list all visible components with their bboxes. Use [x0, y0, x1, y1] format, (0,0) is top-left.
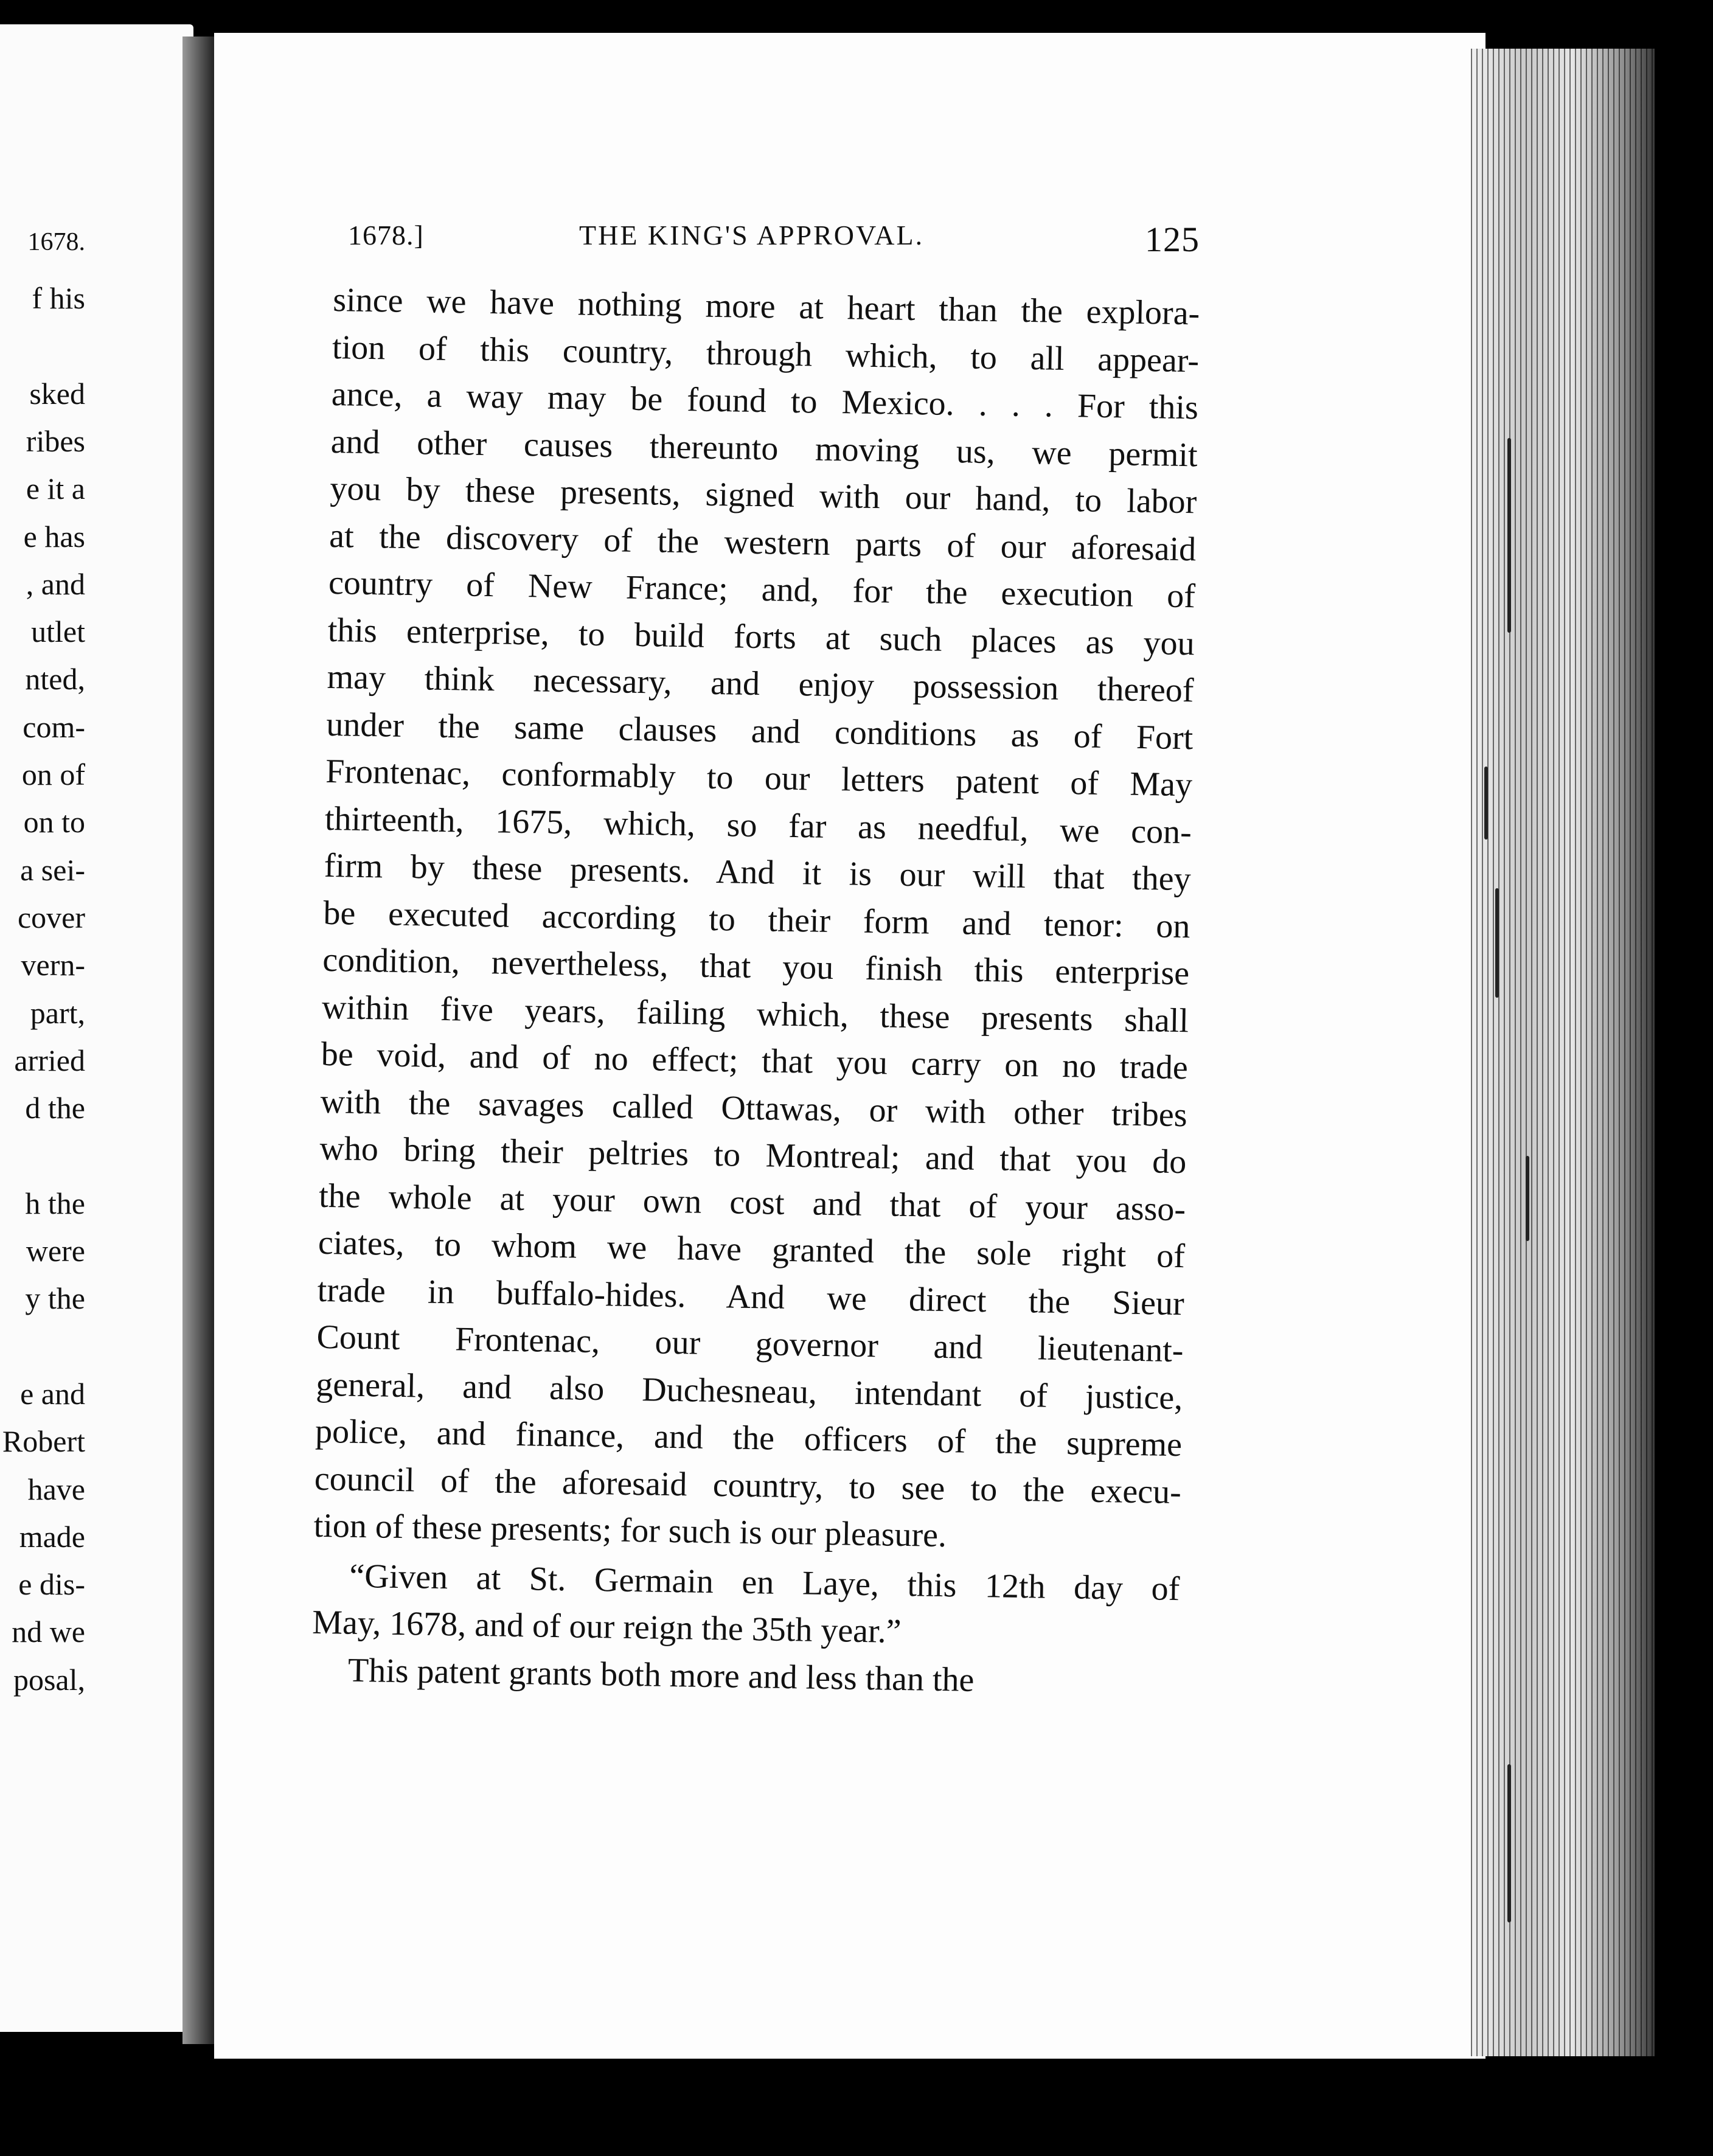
body-line: since we have nothing more at heart than the explora-	[332, 280, 1200, 333]
body-line: ciates, to whom we have granted the sole right of	[318, 1223, 1186, 1276]
body-line: thirteenth, 1675, which, so far as needful, we con-	[324, 799, 1192, 851]
body-line: ance, a way may be found to Mexico. . . . For this	[331, 375, 1199, 427]
body-line: tion of this country, through which, to all appear-	[332, 328, 1200, 380]
edge-mark	[1495, 888, 1499, 998]
book-fore-edge	[1471, 49, 1655, 2056]
body-line: and other causes thereunto moving us, we permit	[330, 422, 1198, 474]
left-page-line: vern-	[21, 948, 85, 982]
left-page-line: a sei-	[20, 852, 85, 887]
body-line: this enterprise, to build forts at such places as you	[327, 611, 1195, 662]
edge-mark	[1484, 767, 1488, 840]
running-head	[348, 219, 1200, 262]
body-line: within five years, failing which, these presents shall	[321, 988, 1189, 1040]
left-page-line: e dis-	[18, 1567, 85, 1602]
left-page-line: nd we	[12, 1615, 85, 1649]
left-page-line: cover	[17, 900, 85, 934]
body-line: who bring their peltries to Montreal; and that you do	[319, 1129, 1187, 1181]
body-line: condition, nevertheless, that you finish this enterprise	[322, 941, 1190, 993]
body-line: under the same clauses and conditions as of Fort	[325, 705, 1194, 757]
left-page-line: on to	[23, 805, 85, 840]
body-line: at the discovery of the western parts of our aforesaid	[328, 516, 1197, 568]
left-page-line: utlet	[31, 614, 85, 649]
left-page-header: 1678.	[27, 228, 85, 256]
body-line: be executed according to their form and tenor: on	[323, 894, 1190, 945]
left-page-line: have	[27, 1472, 85, 1506]
running-head-year: 1678.]	[348, 220, 424, 251]
left-page-line: e and	[20, 1376, 85, 1411]
body-line: May, 1678, and of our reign the 35th year.”	[311, 1603, 902, 1650]
body-line: tion of these presents; for such is our pleasure.	[313, 1506, 947, 1555]
body-line: Count Frontenac, our governor and lieutenant-	[316, 1318, 1184, 1370]
page-number: 125	[1145, 220, 1200, 259]
left-page-line: d the	[25, 1091, 85, 1125]
left-page	[0, 24, 193, 2032]
edge-mark	[1507, 1764, 1511, 1922]
edge-mark	[1526, 1156, 1529, 1241]
body-line: This patent grants both more and less than the	[347, 1651, 975, 1699]
left-page-line: f his	[32, 281, 85, 315]
body-line: be void, and of no effect; that you carry on no trade	[321, 1035, 1189, 1087]
body-line: “Given at St. Germain en Laye, this 12th day of	[349, 1557, 1180, 1608]
body-line: you by these presents, signed with our hand, to labor	[330, 469, 1197, 521]
left-page-line: nted,	[25, 662, 85, 697]
left-page-line: sked	[29, 376, 85, 411]
body-line: may think necessary, and enjoy possession thereof	[327, 658, 1194, 710]
left-page-line: e it a	[26, 471, 85, 506]
left-page-line: were	[26, 1234, 85, 1268]
left-page-line: part,	[30, 995, 85, 1030]
body-line: council of the aforesaid country, to see to the execu-	[314, 1459, 1182, 1511]
left-page-line: com-	[23, 709, 85, 744]
body-line: country of New France; and, for the execution of	[328, 563, 1196, 616]
left-page-line: , and	[26, 566, 85, 601]
body-line: trade in buffalo-hides. And we direct the Sieur	[317, 1271, 1185, 1323]
edge-mark	[1507, 438, 1511, 633]
left-page-line: Robert	[2, 1424, 85, 1459]
body-text	[311, 277, 1200, 1707]
left-page-line: arried	[14, 1043, 85, 1077]
left-page-line: on of	[21, 757, 85, 791]
body-line: Frontenac, conformably to our letters patent of May	[325, 752, 1193, 804]
left-page-line: posal,	[13, 1662, 85, 1697]
body-line: firm by these presents. And it is our will that they	[324, 846, 1192, 899]
body-line: with the savages called Ottawas, or with other tribes	[320, 1082, 1188, 1134]
running-head-title: THE KING'S APPROVAL.	[579, 220, 925, 251]
left-page-line: y the	[25, 1281, 85, 1316]
body-line: general, and also Duchesneau, intendant of justice,	[315, 1365, 1183, 1417]
left-page-line: ribes	[26, 423, 85, 458]
body-line: the whole at your own cost and that of your asso-	[318, 1177, 1186, 1228]
body-line: police, and finance, and the officers of the supreme	[314, 1412, 1183, 1464]
left-page-line: made	[19, 1519, 85, 1554]
left-page-line: h the	[25, 1186, 85, 1220]
left-page-line: e has	[23, 519, 85, 554]
